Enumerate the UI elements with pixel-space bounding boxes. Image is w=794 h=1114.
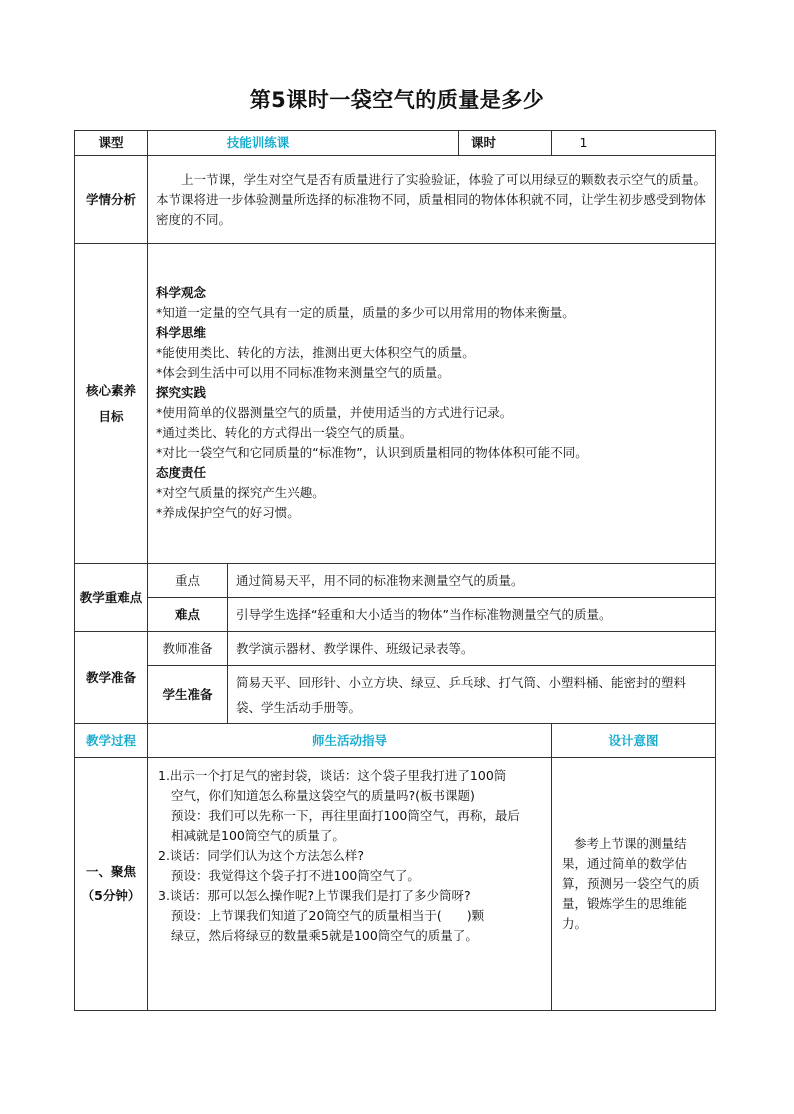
course-type-row [75,131,716,156]
activity-line: 预设：我觉得这个袋子打不进100筒空气了。 [171,868,420,883]
goals-label-line2: 目标 [98,408,124,424]
process-col-stage: 教学过程 [75,724,148,758]
activity-line: 2.谈话：同学们认为这个方法怎么样? [158,848,365,863]
teacher-prep-row [75,632,716,666]
teacher-prep-text: 教学演示器材、教学课件、班级记录表等。 [228,632,716,666]
course-type-value: 技能训练课 [148,131,459,156]
goal-item: *对空气质量的探究产生兴趣。 [156,484,325,500]
analysis-label: 学情分析 [75,156,148,244]
goal-item: *能使用类比、转化的方法，推测出更大体积空气的质量。 [156,344,475,360]
goal-heading-concept: 科学观念 [156,284,207,300]
goal-heading-attitude: 态度责任 [156,464,207,480]
process-col-activity: 师生活动指导 [148,724,552,758]
stage-label [75,758,148,1011]
keypoint-text: 通过简易天平，用不同的标准物来测量空气的质量。 [228,564,716,598]
difficulty-row [75,598,716,632]
course-type-label: 课型 [75,131,148,156]
goal-heading-practice: 探究实践 [156,384,207,400]
lesson-plan-table [74,130,716,1011]
analysis-text: 上一节课，学生对空气是否有质量进行了实验验证，体验了可以用绿豆的颗数表示空气的质量。本节课将进一步体验测量所选择的标准物不同，质量相同的物体体积就不同，让学生初步感受到物体密度的不同。 [148,156,716,244]
teacher-prep-label: 教师准备 [148,632,228,666]
design-intent-text [552,758,716,1011]
difficulty-label: 难点 [148,598,228,632]
goals-label [75,244,148,564]
activity-line: 相减就是100筒空气的质量了。 [171,828,345,843]
goal-item: *对比一袋空气和它同质量的“标准物”，认识到质量相同的物体体积可能不同。 [156,444,588,460]
process-header-row [75,724,716,758]
activity-content [148,758,552,1011]
goals-content [148,244,716,564]
activity-line: 空气，你们知道怎么称量这袋空气的质量吗?(板书课题) [171,788,475,803]
goal-item: *知道一定量的空气具有一定的质量，质量的多少可以用常用的物体来衡量。 [156,304,575,320]
stage-duration: （5分钟） [81,888,141,903]
keypoint-label: 重点 [148,564,228,598]
goal-heading-thinking: 科学思维 [156,324,207,340]
goal-item: *使用简单的仪器测量空气的质量，并使用适当的方式进行记录。 [156,404,513,420]
goal-item: *体会到生活中可以用不同标准物来测量空气的质量。 [156,364,450,380]
activity-line: 1.出示一个打足气的密封袋，谈话：这个袋子里我打进了100筒 [158,768,507,783]
page-title: 第5课时一袋空气的质量是多少 [249,88,545,112]
student-prep-text: 简易天平、回形针、小立方块、绿豆、乒乓球、打气筒、小塑料桶、能密封的塑料袋、学生活动手册等。 [228,666,716,724]
activity-line: 3.谈话：那可以怎么操作呢?上节课我们是打了多少筒呀? [158,888,471,903]
goal-item: *养成保护空气的好习惯。 [156,504,300,520]
keypoints-label: 教学重难点 [75,564,148,632]
student-prep-label: 学生准备 [148,666,228,724]
period-value: 1 [552,131,716,156]
student-prep-row [75,666,716,724]
process-stage-row [75,758,716,1011]
analysis-row [75,156,716,244]
activity-line: 预设：上节课我们知道了20筒空气的质量相当于( )颗 [171,908,485,923]
process-col-intent: 设计意图 [552,724,716,758]
goals-row [75,244,716,564]
design-intent-paragraph: 参考上节课的测量结果，通过简单的数学估算，预测另一袋空气的质量，锻炼学生的思维能力。 [562,836,700,931]
activity-line: 预设：我们可以先称一下，再往里面打100筒空气，再称，最后 [171,808,520,823]
goals-label-line1: 核心素养 [85,382,136,398]
activity-line: 绿豆，然后将绿豆的数量乘5就是100筒空气的质量了。 [171,928,478,943]
prep-label: 教学准备 [75,632,148,724]
goal-item: *通过类比、转化的方式得出一袋空气的质量。 [156,424,413,440]
period-label: 课时 [459,131,552,156]
difficulty-text: 引导学生选择“轻重和大小适当的物体”当作标准物测量空气的质量。 [228,598,716,632]
stage-name: 一、聚焦 [85,864,136,879]
keypoint-row [75,564,716,598]
